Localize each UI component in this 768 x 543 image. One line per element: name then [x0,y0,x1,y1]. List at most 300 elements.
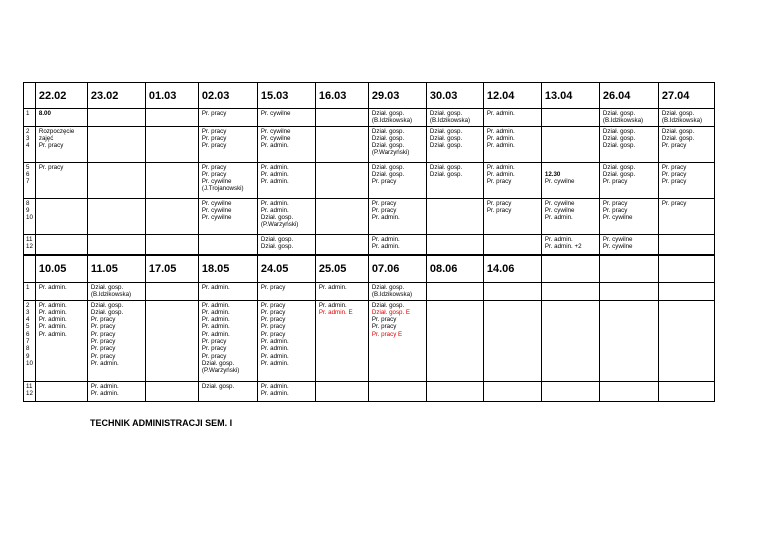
subject-entry: Pr. pracy [201,127,227,135]
subject-entry: Dział. gosp. [260,235,294,243]
schedule-cell [198,109,257,127]
subject-entry: Pr. pracy [260,308,286,316]
corner-cell [24,83,36,109]
schedule-cell [257,198,315,234]
schedule-cell [315,198,368,234]
lesson-number-cell [24,234,36,254]
date-header: 15.03 [257,83,315,109]
date-header: 27.04 [658,83,714,109]
lesson-number: 10 [26,359,33,367]
subject-entry: Dział. gosp. [371,110,405,117]
lesson-number: 1 [26,284,30,291]
schedule-cell [599,162,658,198]
subject-entry: Pr. admin. [486,110,515,117]
subject-entry: Dział. gosp. [371,170,405,178]
schedule-cell [87,381,145,401]
date-header: 16.03 [315,83,368,109]
subject-entry: Pr. admin. [90,359,119,367]
schedule-cell [658,162,714,198]
schedule-cell [541,283,599,301]
subject-entry: Dział. gosp. [371,134,405,142]
subject-entry: Pr. admin. [260,142,289,150]
schedule-cell [483,234,541,254]
subject-entry: Pr. pracy [371,199,397,207]
subject-entry: Pr. cywilne [260,134,291,142]
subject-entry: Pr. admin. [260,352,289,360]
lesson-number-cell [24,109,36,127]
lesson-number: 9 [26,206,30,214]
subject-entry: Pr. admin. [201,323,230,331]
subject-entry: Dział. gosp. [371,301,405,309]
schedule-cell [426,109,483,127]
subject-entry: Pr. pracy [486,206,512,214]
schedule-cell [315,126,368,162]
subject-entry: Pr. admin. [38,284,67,291]
schedule-cell [541,126,599,162]
schedule-cell [145,283,198,301]
subject-entry: Pr. pracy [486,178,512,186]
subject-entry: Pr. admin. [260,338,289,346]
lesson-number: 11 [26,382,33,390]
schedule-cell [145,234,198,254]
schedule-cell [198,283,257,301]
schedule-cell [658,126,714,162]
date-header: 12.04 [483,83,541,109]
subject-entry: Pr. pracy [201,142,227,150]
date-header: 17.05 [145,256,198,283]
schedule-cell [198,381,257,401]
date-header: 29.03 [368,83,426,109]
subject-entry: Pr. admin. [260,389,289,397]
schedule-cell [426,234,483,254]
subject-entry: Pr. admin. [260,382,289,390]
subject-entry: Pr. pracy [90,345,116,353]
lesson-number-cell [24,300,36,381]
schedule-cell [368,381,426,401]
schedule-cell [315,283,368,301]
subject-entry: Pr. admin. [544,235,573,243]
schedule-cell [145,381,198,401]
lesson-number: 8 [26,345,30,353]
schedule-cell [658,283,714,301]
schedule-cell [541,109,599,127]
schedule-cell [541,234,599,254]
subject-entry: Dział. gosp. [602,134,636,142]
schedule-cell [368,198,426,234]
subject-entry: Pr. cywilne [544,199,575,207]
schedule-cell [315,162,368,198]
subject-entry: Pr. pracy [602,178,628,186]
schedule-cell [257,162,315,198]
date-header: 23.02 [87,83,145,109]
schedule-cell [35,300,87,381]
lesson-number: 2 [26,301,30,309]
date-header: 11.05 [87,256,145,283]
lesson-row-group [24,283,715,301]
lesson-number: 11 [26,235,33,243]
schedule-cell [315,234,368,254]
lesson-row-group [24,300,715,381]
subject-entry: Pr. pracy [201,134,227,142]
subject-entry: Pr. cywilne [201,206,232,214]
schedule-table-2 [23,255,715,402]
program-title: TECHNIK ADMINISTRACJI SEM. I [90,418,233,428]
subject-entry: Pr. admin. [318,301,347,309]
subject-entry: Pr. pracy [602,206,628,214]
subject-entry: Dział. gosp. [602,170,636,178]
schedule-cell [257,300,315,381]
schedule-cell [145,109,198,127]
subject-entry: Pr. cywilne [602,214,633,222]
subject-entry: Dział. gosp. [429,110,463,117]
subject-entry: Dział. gosp. E [371,308,411,316]
schedule-cell [541,381,599,401]
schedule-cell [315,381,368,401]
subject-entry: Pr. admin. E [318,308,353,316]
subject-entry: zajęć [38,134,54,142]
schedule-cell [35,126,87,162]
subject-entry: (B.Idzikowska) [602,117,644,125]
schedule-cell [426,198,483,234]
lesson-number: 12 [26,242,33,250]
date-header: 13.04 [541,83,599,109]
subject-entry: Pr. pracy [371,178,397,186]
lesson-number: 5 [26,323,30,331]
schedule-cell [87,109,145,127]
schedule-cell [368,109,426,127]
date-header: 22.02 [35,83,87,109]
subject-entry: Pr. pracy [661,199,687,207]
schedule-cell [87,198,145,234]
subject-entry: Pr. pracy [201,345,227,353]
subject-entry: Pr. pracy [371,206,397,214]
schedule-cell [198,300,257,381]
subject-entry: Dział. gosp. [602,127,636,135]
subject-entry: Pr. admin. [486,170,515,178]
subject-entry: (B.Idzikowska) [371,291,413,299]
lesson-number: 4 [26,316,30,324]
subject-entry: Pr. pracy [260,301,286,309]
schedule-cell [426,300,483,381]
subject-entry: Dział. gosp. [429,142,463,150]
lesson-row-group [24,109,715,127]
schedule-cell [658,234,714,254]
schedule-cell [599,109,658,127]
subject-entry: Pr. admin. [201,284,230,291]
subject-entry: Pr. admin. [260,199,289,207]
subject-entry: Dział. gosp. [90,284,124,291]
subject-entry: Pr. admin. [201,316,230,324]
subject-entry: Dział. gosp. [661,134,695,142]
schedule-cell [483,162,541,198]
date-header: 02.03 [198,83,257,109]
subject-entry: Pr. cywilne [260,110,291,117]
lesson-number: 2 [26,127,30,135]
subject-entry: Pr. pracy [260,330,286,338]
schedule-cell [257,234,315,254]
lesson-row-group [24,234,715,254]
schedule-cell [541,300,599,381]
schedule-cell [198,234,257,254]
subject-entry: Pr. admin. [371,214,400,222]
subject-entry: Pr. admin. +2 [544,242,582,250]
subject-entry: Dział. gosp. [371,127,405,135]
subject-entry: Dział. gosp. [201,359,235,367]
subject-entry: Pr. pracy [661,170,687,178]
lesson-number: 8 [26,199,30,207]
lesson-number-cell [24,381,36,401]
lesson-number-cell [24,126,36,162]
subject-entry: Pr. cywilne [260,127,291,135]
lesson-number: 6 [26,330,30,338]
subject-entry: Pr. pracy [90,316,116,324]
subject-entry: Dział. gosp. [260,214,294,222]
subject-entry: Pr. cywilne [201,199,232,207]
subject-entry: Dział. gosp. [661,110,695,117]
lesson-number-cell [24,198,36,234]
schedule-cell [87,234,145,254]
subject-entry: Pr. cywilne [602,235,633,243]
subject-entry: Dział. gosp. [201,382,235,390]
lesson-number: 4 [26,142,30,150]
schedule-cell [483,381,541,401]
subject-entry: Pr. admin. [318,284,347,291]
subject-entry: Rozpoczęcie [38,127,75,135]
date-header [599,256,658,283]
subject-entry: Pr. pracy [260,284,286,291]
subject-entry: (B.Idzikowska) [429,117,471,125]
subject-entry: Pr. admin. [486,134,515,142]
date-header: 26.04 [599,83,658,109]
lesson-row-group [24,381,715,401]
schedule-cell [368,126,426,162]
lesson-row-group [24,162,715,198]
schedule-cell [368,283,426,301]
subject-entry: Pr. pracy [260,323,286,331]
subject-entry: Dział. gosp. [90,301,124,309]
subject-entry: Pr. admin. [90,389,119,397]
schedule-cell [87,162,145,198]
subject-entry: Pr. pracy [371,316,397,324]
schedule-cell [599,381,658,401]
subject-entry: Pr. pracy [661,163,687,171]
subject-entry: Pr. pracy [38,163,64,171]
subject-entry: Dział. gosp. [661,127,695,135]
schedule-cell [87,126,145,162]
date-header [541,256,599,283]
lesson-number: 5 [26,163,30,171]
subject-entry: Pr. pracy [661,178,687,186]
lesson-number: 10 [26,214,33,222]
subject-entry: Dział. gosp. [429,134,463,142]
subject-entry: Pr. pracy [201,338,227,346]
schedule-cell [483,109,541,127]
subject-entry: Pr. admin. [260,163,289,171]
schedule-cell [145,198,198,234]
schedule-cell [426,283,483,301]
subject-entry: Pr. admin. [371,235,400,243]
lesson-number: 3 [26,308,30,316]
subject-entry: Pr. cywilne [544,178,575,186]
schedule-cell [426,126,483,162]
subject-entry: Dział. gosp. [602,163,636,171]
schedule-cell [35,283,87,301]
subject-entry: Pr. admin. [486,163,515,171]
subject-entry: Pr. pracy [201,352,227,360]
subject-entry: Pr. pracy [201,163,227,171]
subject-entry: (P.Warzyński) [260,221,299,229]
schedule-cell [35,109,87,127]
schedule-cell [35,234,87,254]
subject-entry [545,164,596,171]
schedule-cell [599,234,658,254]
schedule-cell [658,300,714,381]
schedule-cell [315,109,368,127]
subject-entry: Pr. pracy E [371,330,403,338]
subject-entry: 8.00 [38,110,51,117]
subject-entry: Pr. pracy [90,330,116,338]
subject-entry: Dział. gosp. [602,110,636,117]
lesson-row-group [24,198,715,234]
subject-entry: Pr. admin. [38,323,67,331]
date-header: 01.03 [145,83,198,109]
subject-entry: Pr. pracy [90,323,116,331]
lesson-row-group [24,126,715,162]
schedule-cell [257,381,315,401]
date-header: 24.05 [257,256,315,283]
schedule-cell [257,283,315,301]
date-header: 14.06 [483,256,541,283]
subject-entry: Pr. admin. [371,242,400,250]
subject-entry: Pr. admin. [201,308,230,316]
subject-entry: Dział. gosp. [429,170,463,178]
subject-entry: (P.Warzyński) [201,367,240,375]
subject-entry: Dział. gosp. [260,242,294,250]
corner-cell [24,256,36,283]
schedule-cell [35,381,87,401]
subject-entry: Dział. gosp. [90,308,124,316]
lesson-number-cell [24,162,36,198]
subject-entry: Pr. admin. [260,170,289,178]
schedule-cell [35,198,87,234]
schedule-cell [87,283,145,301]
subject-entry: (J.Trojanowski) [201,185,244,193]
schedule-cell [145,162,198,198]
subject-entry: (B.Idzikowska) [661,117,703,125]
subject-entry: Pr. admin. [201,330,230,338]
date-header: 07.06 [368,256,426,283]
lesson-number: 7 [26,178,30,186]
subject-entry: Pr. pracy [602,199,628,207]
subject-entry: Pr. cywilne [201,214,232,222]
subject-entry: Pr. pracy [661,142,687,150]
lesson-number: 9 [26,352,30,360]
subject-entry: Pr. pracy [201,170,227,178]
subject-entry: Dział. gosp. [429,127,463,135]
date-header: 18.05 [198,256,257,283]
schedule-cell [145,126,198,162]
schedule-cell [483,198,541,234]
lesson-number: 12 [26,389,33,397]
schedule-cell [368,162,426,198]
schedule-cell [426,162,483,198]
subject-entry: Pr. admin. [260,206,289,214]
schedule-cell [35,162,87,198]
schedule-cell [658,109,714,127]
subject-entry: Pr. admin. [201,301,230,309]
schedule-cell [541,162,599,198]
schedule-cell [599,198,658,234]
subject-entry: Pr. pracy [260,316,286,324]
schedule-cell [426,381,483,401]
schedule-cell [658,381,714,401]
subject-entry: Pr. admin. [38,301,67,309]
lesson-number: 1 [26,110,30,117]
schedule-cell [368,300,426,381]
subject-entry: Dział. gosp. [429,163,463,171]
schedule-cell [368,234,426,254]
lesson-number: 7 [26,338,30,346]
subject-entry: Dział. gosp. [371,163,405,171]
subject-entry: Pr. pracy [371,323,397,331]
lesson-number: 3 [26,134,30,142]
schedule-cell [599,300,658,381]
lesson-number-cell [24,283,36,301]
subject-entry: Pr. admin. [544,214,573,222]
subject-entry: Pr. admin. [90,382,119,390]
subject-entry: Pr. admin. [260,178,289,186]
schedule-cell [315,300,368,381]
subject-entry: Pr. admin. [486,142,515,150]
lesson-number: 6 [26,170,30,178]
schedule-cell [541,198,599,234]
schedule-cell [198,126,257,162]
subject-entry: Dział. gosp. [602,142,636,150]
date-header: 08.06 [426,256,483,283]
schedule-table-1 [23,82,715,255]
subject-entry: Pr. cywilne [602,242,633,250]
subject-entry: Pr. pracy [90,352,116,360]
schedule-cell [599,283,658,301]
schedule-cell [257,126,315,162]
subject-entry: Pr. admin. [38,316,67,324]
date-header: 30.03 [426,83,483,109]
subject-entry: Dział. gosp. [371,284,405,291]
date-header [658,256,714,283]
subject-entry: Dział. gosp. [371,142,405,150]
schedule-cell [198,198,257,234]
subject-entry: Pr. pracy [201,110,227,117]
date-header: 10.05 [35,256,87,283]
schedule-cell [483,126,541,162]
subject-entry: Pr. cywilne [201,178,232,186]
schedule-cell [145,300,198,381]
subject-entry: Pr. admin. [38,330,67,338]
subject-entry: Pr. admin. [38,308,67,316]
schedule-cell [599,126,658,162]
subject-entry: Pr. pracy [38,142,64,150]
subject-entry: Pr. admin. [486,127,515,135]
schedule-cell [87,300,145,381]
subject-entry: (B.Idzikowska) [90,291,132,299]
subject-entry: Pr. pracy [90,338,116,346]
schedule-cell [658,198,714,234]
subject-entry: Pr. admin. [260,359,289,367]
subject-entry: Pr. cywilne [544,206,575,214]
date-header: 25.05 [315,256,368,283]
schedule-cell [483,300,541,381]
subject-entry: (P.Warzyński) [371,149,410,157]
